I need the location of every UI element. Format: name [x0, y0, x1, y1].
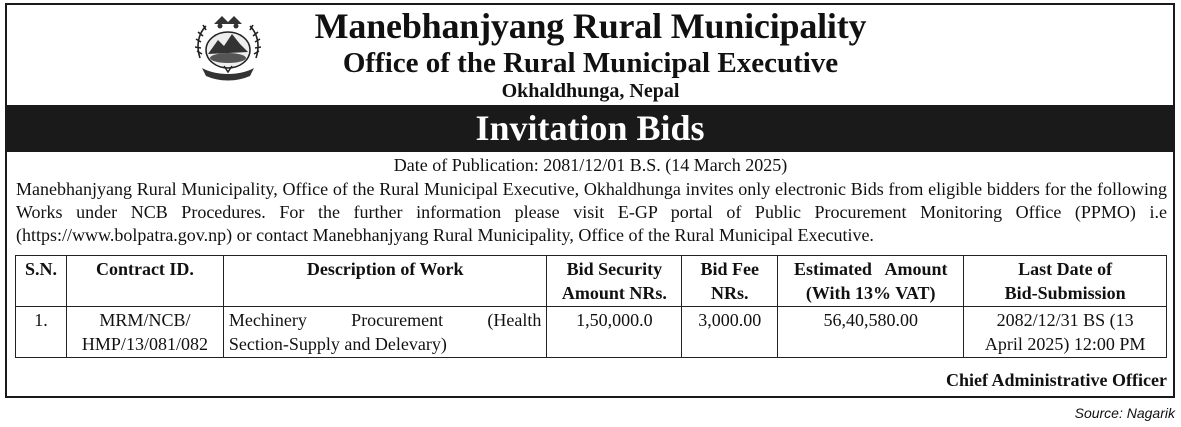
office-title: Office of the Rural Municipal Executive [342, 47, 839, 79]
header-description: Description of Work [223, 256, 547, 307]
header-bid-security [547, 256, 682, 307]
header-bid-fee-line2: NRs. [711, 283, 749, 303]
bids-table [15, 255, 1167, 358]
header-bid-security-line2: Amount NRs. [561, 283, 667, 303]
cell-contract-id-line1: MRM/NCB/ [99, 310, 191, 330]
header-last-date-line2: Bid-Submission [1004, 283, 1126, 303]
signatory: Chief Administrative Officer [946, 370, 1167, 390]
source-credit: Source: Nagarik [1074, 405, 1175, 421]
cell-last-date-line1: 2082/12/31 BS (13 [996, 310, 1134, 330]
location: Okhaldhunga, Nepal [501, 80, 680, 102]
cell-bid-fee: 3,000.00 [682, 307, 778, 358]
municipality-title: Manebhanjyang Rural Municipality [314, 6, 867, 46]
header-last-date [964, 256, 1167, 307]
cell-contract-id [66, 307, 223, 358]
cell-description-line2: Section-Supply and Delevary) [228, 334, 447, 354]
header-bid-fee [682, 256, 778, 307]
header-last-date-line1: Last Date of [1018, 259, 1113, 279]
cell-sn: 1. [16, 307, 67, 358]
cell-estimated-amount: 56,40,580.00 [778, 307, 964, 358]
header-estimated-amount [778, 256, 964, 307]
cell-description-line1: Mechinery Procurement (Health [228, 310, 542, 330]
cell-last-date-line2: April 2025) 12:00 PM [984, 334, 1146, 354]
notice-paragraph: Manebhanjyang Rural Municipality, Office of the Rural Municipal Executive, Okhaldhunga invites only electronic Bids from eligible bidders for the following Works under NCB Procedures. For the further information please visit E-GP portal of Public Procurement Monitoring Office (PPMO) i.e (https://www.bolpatra.gov.np) or contact Manebhanjyang Rural Municipality, Office of the Rural Municipal Executive. [16, 179, 1167, 245]
notice-banner: Invitation Bids [5, 105, 1175, 152]
header-bid-security-line1: Bid Security [566, 259, 663, 279]
cell-last-date [964, 307, 1167, 358]
header-estimated-line2: (With 13% VAT) [805, 283, 936, 303]
publication-date: Date of Publication: 2081/12/01 B.S. (14 March 2025) [393, 155, 788, 175]
table-header-row [16, 256, 1167, 307]
cell-bid-security: 1,50,000.0 [547, 307, 682, 358]
table-row [16, 307, 1167, 358]
header-sn: S.N. [16, 256, 67, 307]
cell-description [223, 307, 547, 358]
header-estimated-line1: Estimated Amount [793, 259, 948, 279]
header-bid-fee-line1: Bid Fee [700, 259, 760, 279]
cell-contract-id-line2: HMP/13/081/082 [81, 334, 208, 354]
header-contract-id: Contract ID. [66, 256, 223, 307]
